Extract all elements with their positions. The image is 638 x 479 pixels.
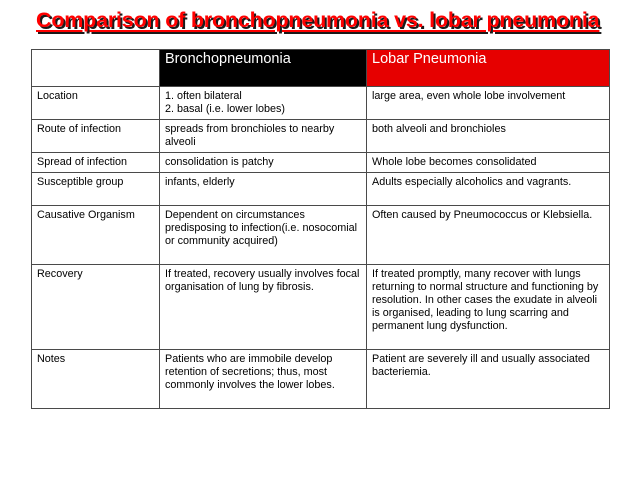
lobar-cell: If treated promptly, many recover with lungs returning to normal structure and functioning by resolution. In other cases the exudate in alveoli is organised, leading to lung scarring and permanent lung dysfunction.	[367, 265, 610, 350]
table-row-recovery	[32, 265, 610, 350]
broncho-cell: If treated, recovery usually involves focal organisation of lung by fibrosis.	[160, 265, 367, 350]
table-row-causative	[32, 206, 610, 265]
table-row-location	[32, 87, 610, 120]
broncho-cell: spreads from bronchioles to nearby alveoli	[160, 120, 367, 153]
lobar-cell: both alveoli and bronchioles	[367, 120, 610, 153]
table-row-spread	[32, 153, 610, 173]
row-label: Notes	[32, 350, 160, 409]
row-label: Causative Organism	[32, 206, 160, 265]
table-row-notes	[32, 350, 610, 409]
broncho-cell	[160, 87, 367, 120]
broncho-cell: Patients who are immobile develop retention of secretions; thus, most commonly involves the lower lobes.	[160, 350, 367, 409]
lobar-cell: Often caused by Pneumococcus or Klebsiella.	[367, 206, 610, 265]
broncho-cell: Dependent on circumstances predisposing to infection(i.e. nosocomial or community acquired)	[160, 206, 367, 265]
table-header-row	[32, 50, 610, 87]
page-title: Comparison of bronchopneumonia vs. lobar pneumonia	[36, 8, 600, 32]
broncho-cell-line: 2. basal (i.e. lower lobes)	[165, 103, 286, 115]
header-lobar-pneumonia: Lobar Pneumonia	[367, 50, 610, 87]
table-row-route	[32, 120, 610, 153]
comparison-table	[31, 49, 610, 409]
table-row-susceptible	[32, 173, 610, 206]
header-blank-cell	[32, 50, 160, 87]
row-label: Route of infection	[32, 120, 160, 153]
row-label: Spread of infection	[32, 153, 160, 173]
broncho-cell-line: 1. often bilateral	[165, 90, 242, 102]
row-label: Recovery	[32, 265, 160, 350]
header-bronchopneumonia: Bronchopneumonia	[160, 50, 367, 87]
row-label: Susceptible group	[32, 173, 160, 206]
lobar-cell: large area, even whole lobe involvement	[367, 87, 610, 120]
broncho-cell: consolidation is patchy	[160, 153, 367, 173]
broncho-cell: infants, elderly	[160, 173, 367, 206]
lobar-cell: Patient are severely ill and usually associated bacteriemia.	[367, 350, 610, 409]
lobar-cell: Adults especially alcoholics and vagrants.	[367, 173, 610, 206]
lobar-cell: Whole lobe becomes consolidated	[367, 153, 610, 173]
row-label: Location	[32, 87, 160, 120]
